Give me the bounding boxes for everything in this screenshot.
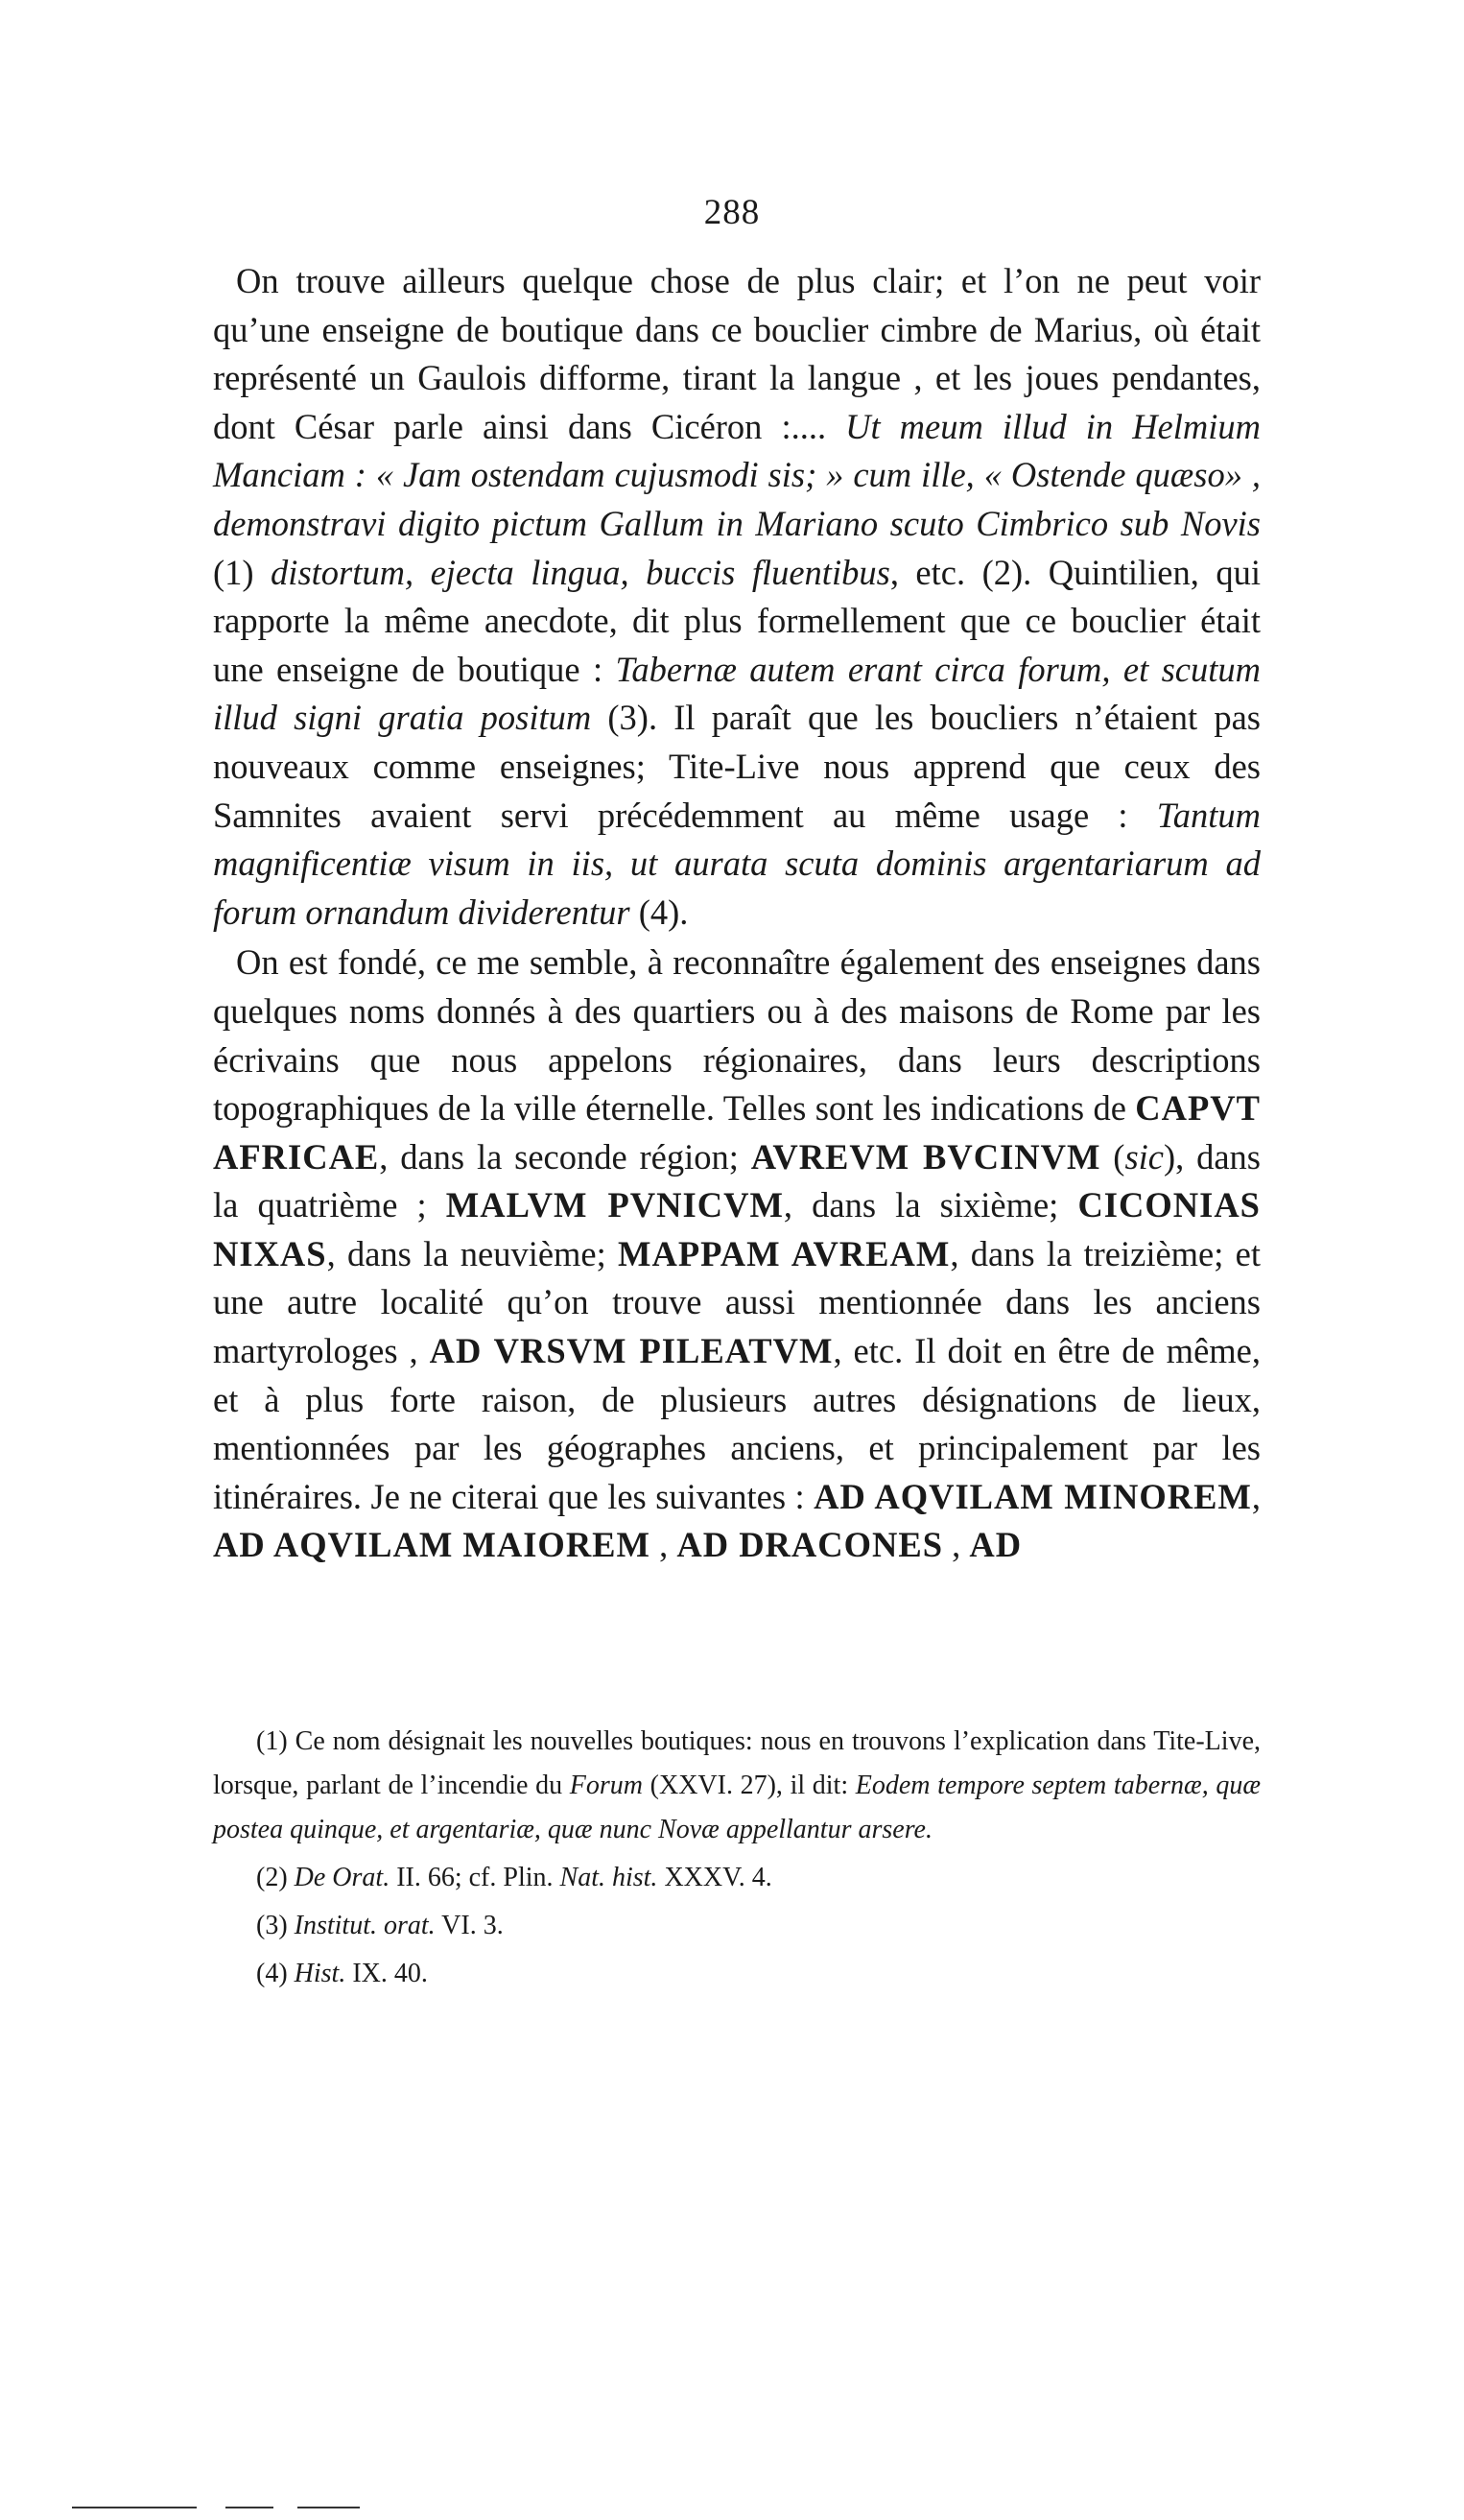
text: , etc. (2). Quintilien, qui rapporte la même anecdote, dit plus formellement que ce bouclier était une enseigne de boutique : [213, 552, 1261, 689]
caps-text: AD DRACONES [676, 1525, 944, 1565]
bottom-rule [297, 2507, 360, 2508]
text: , dans la sixième; [783, 1185, 1078, 1225]
footnote [213, 1720, 1261, 1852]
italic-text: sic [1124, 1136, 1164, 1177]
caps-text: AD AQVILAM MAIOREM [213, 1525, 650, 1565]
text: , [1251, 1476, 1261, 1516]
text: (3). Il paraît que les boucliers n’étaient pas nouveaux comme enseignes; Tite-Live nous apprend que ceux des Samnites avaient servi précédemment au même usage : [213, 698, 1261, 835]
footnote [213, 1856, 1261, 1900]
text: , etc. Il doit en être de même, et à plus forte raison, de plusieurs autres désignations de lieux, mentionnées par les géographes anciens, et principalement par les itinéraires. Je ne citerai que les suivantes : [213, 1331, 1261, 1516]
text: , [649, 1525, 677, 1565]
body-text [213, 257, 1261, 1570]
caps-text: AD [969, 1525, 1023, 1565]
text: XXXV. 4. [657, 1863, 772, 1892]
italic-text: Forum [569, 1771, 643, 1800]
text: VI. 3. [435, 1911, 504, 1940]
caps-text: AD AQVILAM MINOREM [814, 1476, 1252, 1516]
text: , dans la treizième; et une autre localité qu’on trouve aussi mentionnée dans les anciens martyrologes , [213, 1233, 1262, 1371]
text: (1) Ce nom désignait les nouvelles boutiques: nous en trouvons l’explication dans Tite-Live, lorsque, parlant de l’incendie du [213, 1726, 1261, 1800]
text: ( [1100, 1136, 1125, 1177]
text: , dans la seconde région; [379, 1136, 751, 1177]
text: (4) [256, 1959, 295, 1988]
italic-text: De Orat. [294, 1863, 390, 1892]
italic-text: Eodem tempore septem tabernæ, quæ postea quinque, et argentariæ, quæ nunc Novæ appellantur arsere. [213, 1771, 1262, 1844]
italic-text: Hist. [294, 1959, 346, 1988]
italic-text: distortum, ejecta lingua, buccis fluentibus [271, 552, 890, 592]
text: IX. 40. [345, 1959, 428, 1988]
text: (1) [213, 552, 272, 592]
text: ), dans la quatrième ; [213, 1136, 1261, 1225]
text: On est fondé, ce me semble, à reconnaître également des enseignes dans quelques noms donnés à des quartiers ou à des maisons de Rome par les écrivains que nous appelons régionaires, dans leurs descriptions topographiques de la ville éternelle. Telles sont les indications de [213, 942, 1261, 1129]
paragraph [213, 257, 1261, 937]
footnotes [213, 1720, 1261, 1996]
bottom-rule [225, 2507, 273, 2508]
footnote [213, 1904, 1261, 1948]
caps-text: MAPPAM AVREAM [618, 1233, 951, 1273]
caps-text: CAPVT AFRICAE [213, 1088, 1261, 1177]
bottom-rule [72, 2507, 197, 2508]
text: On trouve ailleurs quelque chose de plus clair; et l’on ne peut voir qu’une enseigne de boutique dans ce bouclier cimbre de Marius, où était représenté un Gaulois difforme, tirant la langue , et les joues pendantes, dont César parle ainsi dans Cicéron :.... [213, 261, 1261, 446]
text: (XXVI. 27), il dit: [643, 1771, 856, 1800]
caps-text: AD VRSVM PILEATVM [429, 1331, 834, 1371]
text: II. 66; cf. Plin. [390, 1863, 560, 1892]
italic-text: Ut meum illud in Helmium Manciam : « Jam ostendam cujusmodi sis; » cum ille, « Ostende quæso» , demonstravi digito pictum Gallum in Mariano scuto Cimbrico sub Novis [213, 406, 1262, 543]
footnote [213, 1952, 1261, 1996]
italic-text: Tantum magnificentiæ visum in iis, ut aurata scuta dominis argentariarum ad forum ornandum dividerentur [213, 795, 1261, 932]
caps-text: MALVM PVNICVM [445, 1185, 784, 1225]
caps-text: CICONIAS NIXAS [213, 1185, 1261, 1273]
italic-text: Tabernæ autem erant circa forum, et scutum illud signi gratia positum [213, 649, 1261, 738]
text: (2) [256, 1863, 295, 1892]
text: (4). [629, 892, 689, 932]
text: , [943, 1525, 970, 1565]
text: (3) [256, 1911, 295, 1940]
italic-text: Nat. hist. [559, 1863, 658, 1892]
page-number: 288 [703, 193, 761, 232]
text: , dans la neuvième; [326, 1233, 619, 1273]
caps-text: AVREVM BVCINVM [750, 1136, 1101, 1177]
paragraph [213, 939, 1261, 1570]
italic-text: Institut. orat. [294, 1911, 436, 1940]
